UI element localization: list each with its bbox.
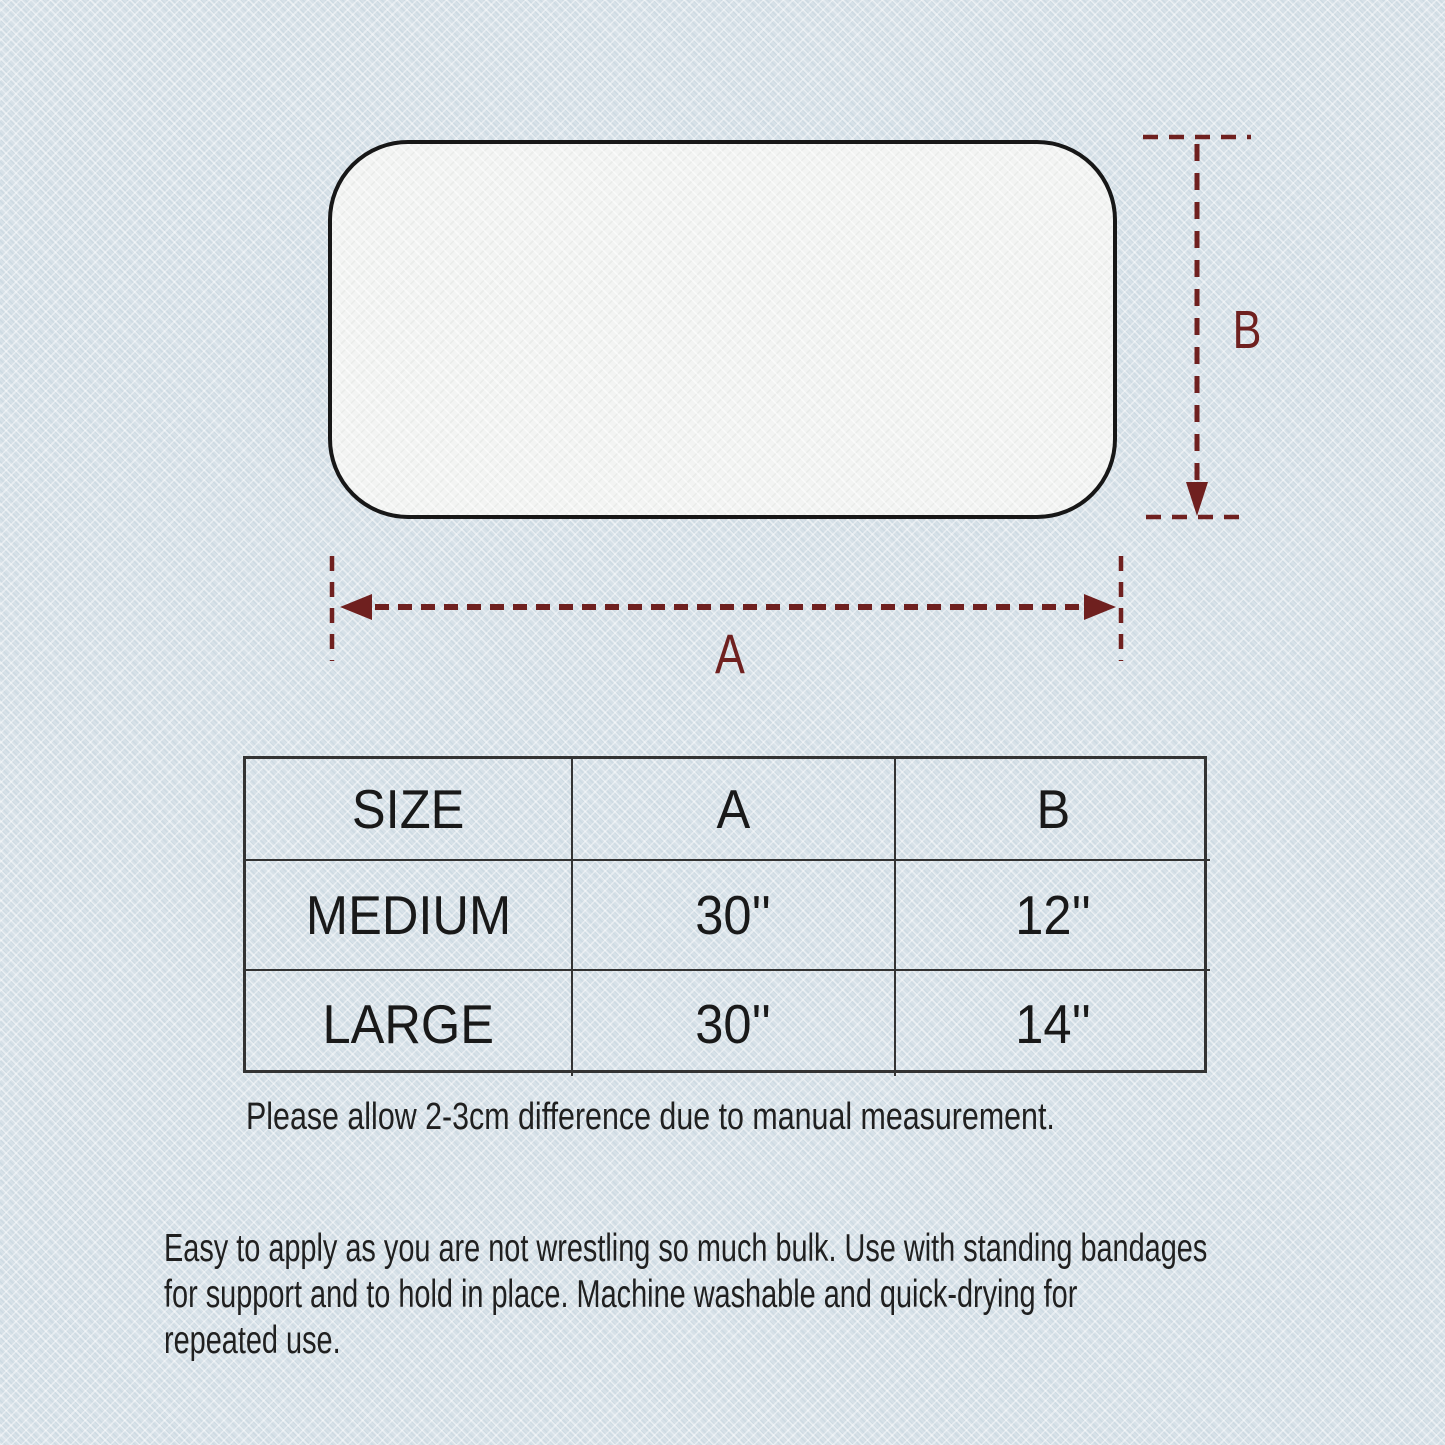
size-table [243, 756, 1207, 1073]
product-description [164, 1226, 1207, 1364]
dim-a-arrow-right-icon [1084, 594, 1116, 620]
dimension-label-a: A [715, 622, 745, 685]
size-table-header-a: A [573, 759, 896, 861]
description-line: Easy to apply as you are not wrestling so much bulk. Use with standing bandages [164, 1227, 1208, 1270]
size-table-header-size: SIZE [246, 759, 573, 861]
measurement-note: Please allow 2-3cm difference due to manual measurement. [246, 1096, 1055, 1138]
table-row-large-size: LARGE [246, 971, 573, 1076]
description-line: for support and to hold in place. Machine washable and quick-drying for [164, 1273, 1078, 1316]
table-row-medium-size: MEDIUM [246, 861, 573, 971]
size-table-header-b: B [896, 759, 1210, 861]
table-row-medium-b: 12'' [896, 861, 1210, 971]
description-line: repeated use. [164, 1319, 341, 1362]
table-row-large-b: 14'' [1015, 992, 1091, 1055]
dim-a-arrow-left-icon [340, 594, 372, 620]
dim-b-arrow-down-icon [1186, 482, 1208, 516]
table-row-medium-a: 30'' [573, 861, 896, 971]
table-row-large-a: 30'' [573, 971, 896, 1076]
dimension-label-b: B [1232, 300, 1262, 360]
